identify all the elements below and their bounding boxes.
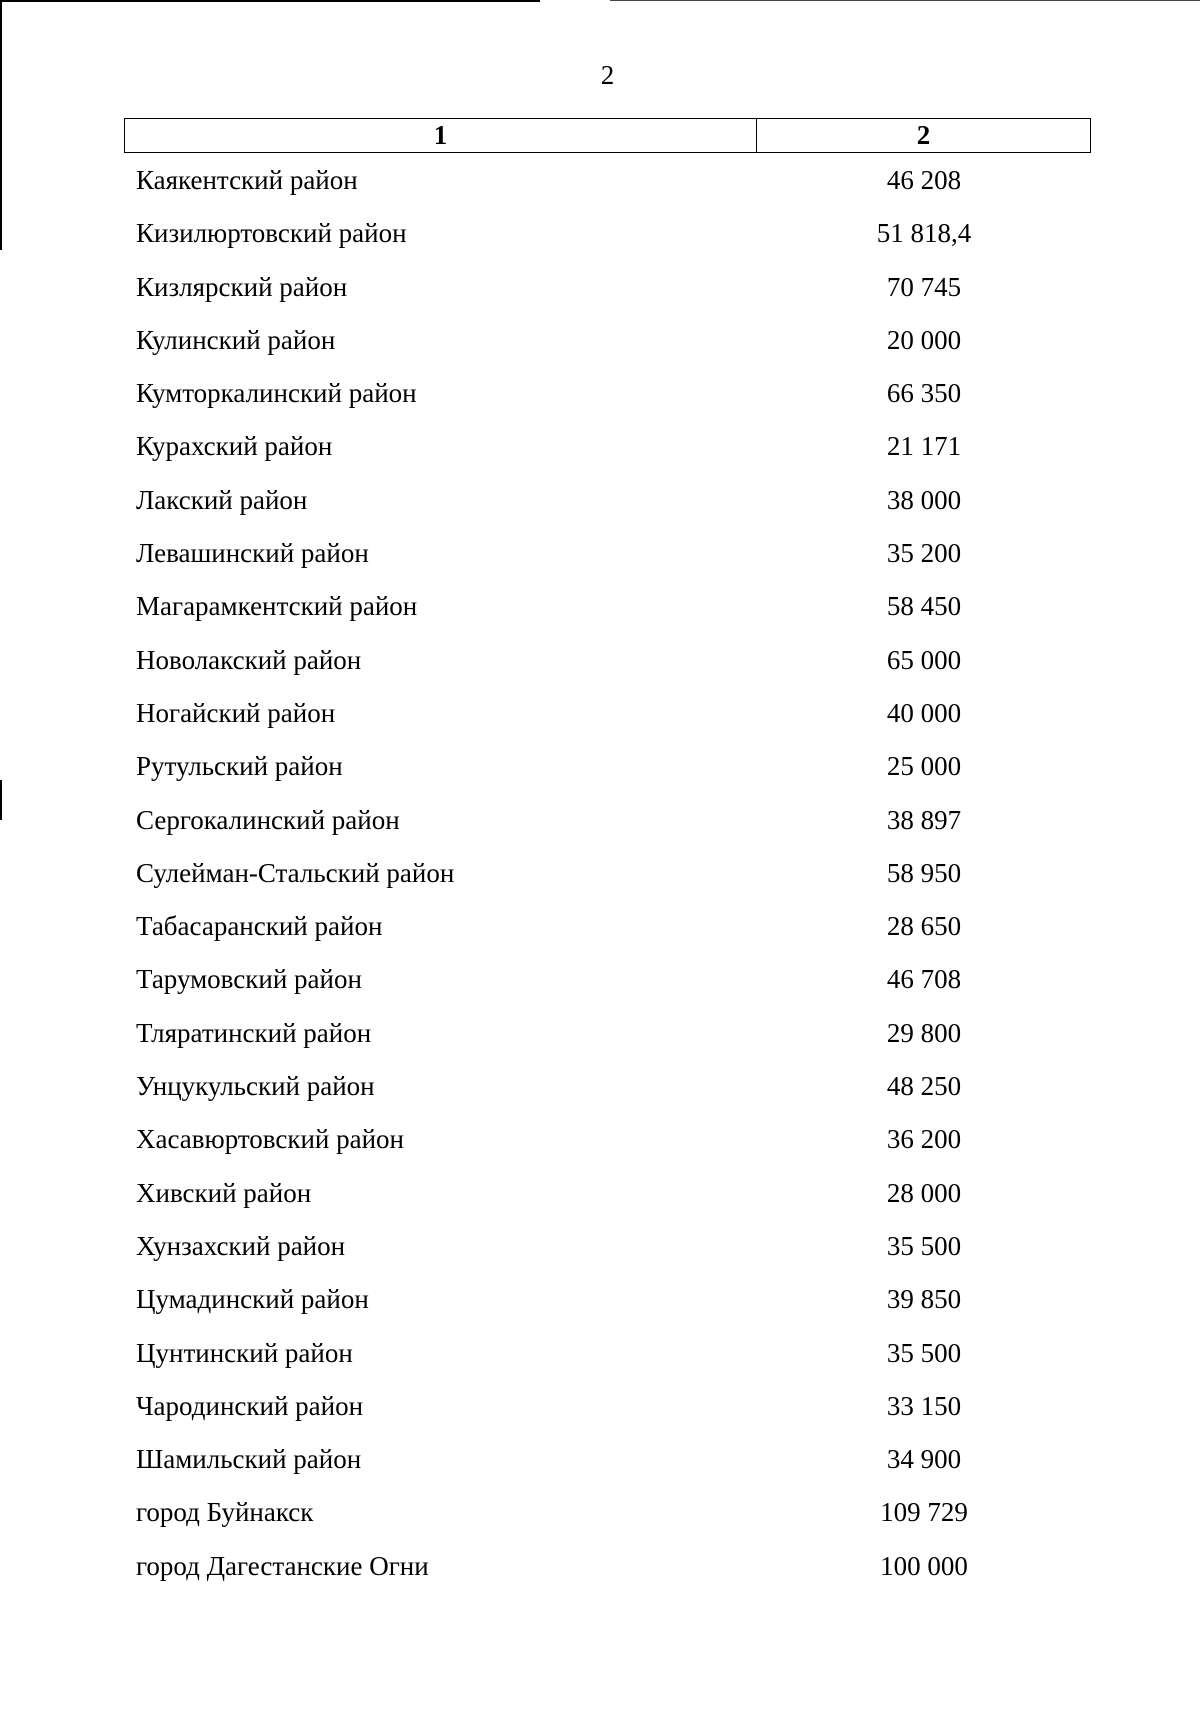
district-value: 66 350 bbox=[886, 378, 962, 409]
district-value: 38 000 bbox=[886, 484, 962, 515]
table-row bbox=[0, 586, 1200, 639]
district-value: 21 171 bbox=[886, 431, 962, 462]
table-row bbox=[0, 906, 1200, 959]
table-row bbox=[0, 1119, 1200, 1172]
district-name: Тляратинский район bbox=[136, 1017, 372, 1048]
district-name: Рутульский район bbox=[136, 751, 343, 782]
district-name: Кумторкалинский район bbox=[136, 378, 417, 409]
district-value: 25 000 bbox=[886, 751, 962, 782]
district-value: 65 000 bbox=[886, 644, 962, 675]
table-row bbox=[0, 1386, 1200, 1439]
district-value: 36 200 bbox=[886, 1124, 962, 1155]
district-name: Цумадинский район bbox=[136, 1284, 369, 1315]
district-name: Табасаранский район bbox=[136, 911, 383, 942]
table-row bbox=[0, 480, 1200, 533]
table-row bbox=[0, 1013, 1200, 1066]
table-row bbox=[0, 693, 1200, 746]
district-name: Левашинский район bbox=[136, 538, 369, 569]
district-value: 100 000 bbox=[880, 1550, 968, 1581]
table-row bbox=[0, 320, 1200, 373]
district-name: Новолакский район bbox=[136, 644, 362, 675]
district-name: Лакский район bbox=[136, 484, 308, 515]
table-row bbox=[0, 267, 1200, 320]
district-name: Тарумовский район bbox=[136, 964, 362, 995]
district-name: Хунзахский район bbox=[136, 1230, 346, 1261]
district-name: Чародинский район bbox=[136, 1390, 364, 1421]
district-name: город Дагестанские Огни bbox=[136, 1550, 429, 1581]
district-name: Кулинский район bbox=[136, 324, 336, 355]
district-value: 28 650 bbox=[886, 911, 962, 942]
district-name: Кизилюртовский район bbox=[136, 218, 407, 249]
page-number: 2 bbox=[600, 60, 615, 90]
district-value: 46 208 bbox=[886, 165, 962, 195]
table-row bbox=[0, 160, 1200, 213]
district-value: 46 708 bbox=[886, 964, 962, 995]
district-value: 51 818,4 bbox=[876, 218, 972, 249]
district-value: 34 900 bbox=[886, 1444, 962, 1475]
header-column-2: 2 bbox=[916, 120, 931, 150]
table-row bbox=[0, 746, 1200, 799]
table-row bbox=[0, 1546, 1200, 1599]
district-name: город Буйнакск bbox=[136, 1497, 314, 1528]
table-row bbox=[0, 213, 1200, 266]
table-row bbox=[0, 426, 1200, 479]
table-row bbox=[0, 1439, 1200, 1492]
district-value: 33 150 bbox=[886, 1390, 962, 1421]
table-row bbox=[0, 1066, 1200, 1119]
district-name: Унцукульский район bbox=[136, 1071, 375, 1102]
table-row bbox=[0, 1492, 1200, 1545]
district-value: 35 500 bbox=[886, 1230, 962, 1261]
table-row bbox=[0, 1279, 1200, 1332]
table-row bbox=[0, 1226, 1200, 1279]
table-row bbox=[0, 373, 1200, 426]
scan-edge-top bbox=[0, 0, 540, 2]
scan-edge-top-right bbox=[610, 0, 1200, 1]
district-name: Каякентский район bbox=[136, 165, 358, 195]
table-row bbox=[0, 640, 1200, 693]
district-value: 35 500 bbox=[886, 1337, 962, 1368]
table-header bbox=[124, 118, 1091, 153]
district-name: Шамильский район bbox=[136, 1444, 362, 1475]
table-row bbox=[0, 800, 1200, 853]
table-row bbox=[0, 853, 1200, 906]
district-name: Курахский район bbox=[136, 431, 333, 462]
district-name: Ногайский район bbox=[136, 697, 336, 728]
district-value: 70 745 bbox=[886, 271, 962, 302]
table-body bbox=[0, 160, 1200, 1599]
district-value: 109 729 bbox=[880, 1497, 968, 1528]
table-row bbox=[0, 1173, 1200, 1226]
district-value: 39 850 bbox=[886, 1284, 962, 1315]
district-value: 29 800 bbox=[886, 1017, 962, 1048]
table-row bbox=[0, 959, 1200, 1012]
district-name: Магарамкентский район bbox=[136, 591, 418, 622]
table-row bbox=[0, 533, 1200, 586]
header-column-1: 1 bbox=[125, 119, 757, 152]
district-value: 20 000 bbox=[886, 324, 962, 355]
district-value: 38 897 bbox=[886, 804, 962, 835]
district-name: Хасавюртовский район bbox=[136, 1124, 405, 1155]
table-row bbox=[0, 1333, 1200, 1386]
district-name: Сергокалинский район bbox=[136, 804, 400, 835]
district-value: 35 200 bbox=[886, 538, 962, 569]
district-value: 58 950 bbox=[886, 857, 962, 888]
district-value: 48 250 bbox=[886, 1071, 962, 1102]
district-name: Сулейман-Стальский район bbox=[136, 857, 455, 888]
district-value: 28 000 bbox=[886, 1177, 962, 1208]
district-name: Цунтинский район bbox=[136, 1337, 353, 1368]
district-name: Хивский район bbox=[136, 1177, 312, 1208]
district-value: 40 000 bbox=[886, 697, 962, 728]
district-value: 58 450 bbox=[886, 591, 962, 622]
district-name: Кизлярский район bbox=[136, 271, 348, 302]
